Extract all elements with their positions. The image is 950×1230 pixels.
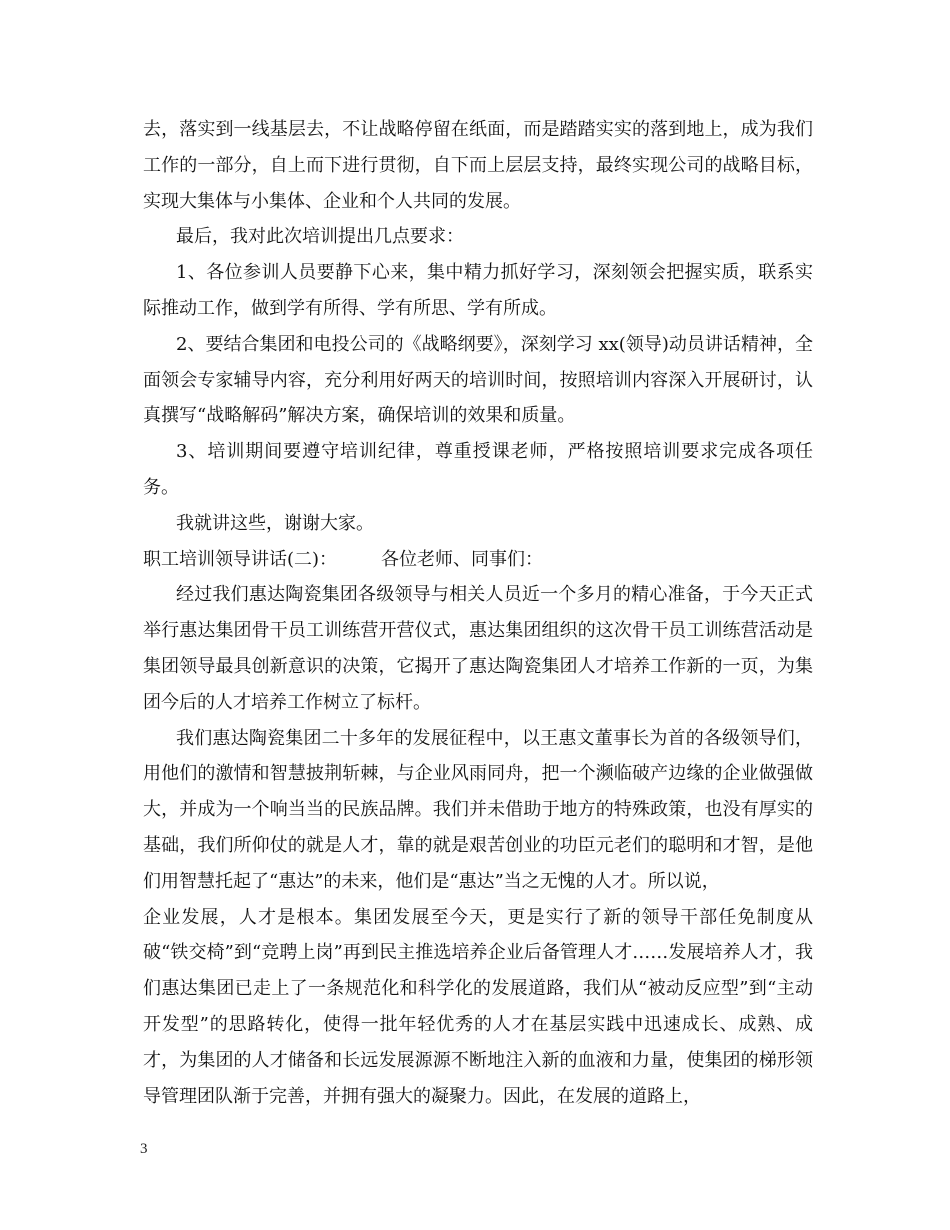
document-body bbox=[143, 112, 813, 1114]
paragraph: 2、要结合集团和电投公司的《战略纲要》，深刻学习 xx(领导)动员讲话精神，全面领会专家辅导内容，充分利用好两天的培训时间，按照培训内容深入开展研讨，认真撰写“战略解码”解决方案，确保培训的效果和质量。 bbox=[143, 333, 813, 427]
section-heading bbox=[143, 542, 813, 578]
paragraph: 去，落实到一线基层去，不让战略停留在纸面，而是踏踏实实的落到地上，成为我们工作的一部分，自上而下进行贯彻，自下而上层层支持，最终实现公司的战略目标，实现大集体与小集体、企业和个人共同的发展。 bbox=[143, 119, 813, 212]
greeting: 各位老师、同事们： bbox=[381, 548, 544, 570]
page-number: 3 bbox=[140, 1141, 148, 1157]
paragraph: 我们惠达陶瓷集团二十多年的发展征程中，以王惠文董事长为首的各级领导们，用他们的激情和智慧披荆斩棘，与企业风雨同舟，把一个濒临破产边缘的企业做强做大，并成为一个响当当的民族品牌。我们并未借助于地方的特殊政策，也没有厚实的基础，我们所仰仗的就是人才，靠的就是艰苦创业的功臣元老们的聪明和才智，是他们用智慧托起了“惠达”的未来，他们是“惠达”当之无愧的人才。所以说， bbox=[143, 727, 813, 892]
paragraph: 1、各位参训人员要静下心来，集中精力抓好学习，深刻领会把握实质，联系实际推动工作，做到学有所得、学有所思、学有所成。 bbox=[143, 262, 813, 319]
paragraph: 3、培训期间要遵守培训纪律，尊重授课老师，严格按照培训要求完成各项任务。 bbox=[143, 441, 813, 498]
section-title: 职工培训领导讲话(二)： bbox=[143, 548, 338, 570]
paragraph: 我就讲这些，谢谢大家。 bbox=[176, 512, 374, 534]
paragraph: 最后，我对此次培训提出几点要求： bbox=[176, 226, 464, 248]
paragraph: 经过我们惠达陶瓷集团各级领导与相关人员近一个多月的精心准备，于今天正式举行惠达集团骨干员工训练营开营仪式，惠达集团组织的这次骨干员工训练营活动是集团领导最具创新意识的决策，它揭开了惠达陶瓷集团人才培养工作新的一页，为集团今后的人才培养工作树立了标杆。 bbox=[143, 584, 813, 713]
paragraph: 企业发展，人才是根本。集团发展至今天，更是实行了新的领导干部任免制度从破“铁交椅”到“竞聘上岗”再到民主推选培养企业后备管理人才……发展培养人才，我们惠达集团已走上了一条规范化和科学化的发展道路，我们从“被动反应型”到“主动开发型”的思路转化，使得一批年轻优秀的人才在基层实践中迅速成长、成熟、成才，为集团的人才储备和长远发展源源不断地注入新的血液和力量，使集团的梯形领导管理团队渐于完善，并拥有强大的凝聚力。因此，在发展的道路上， bbox=[143, 906, 813, 1107]
